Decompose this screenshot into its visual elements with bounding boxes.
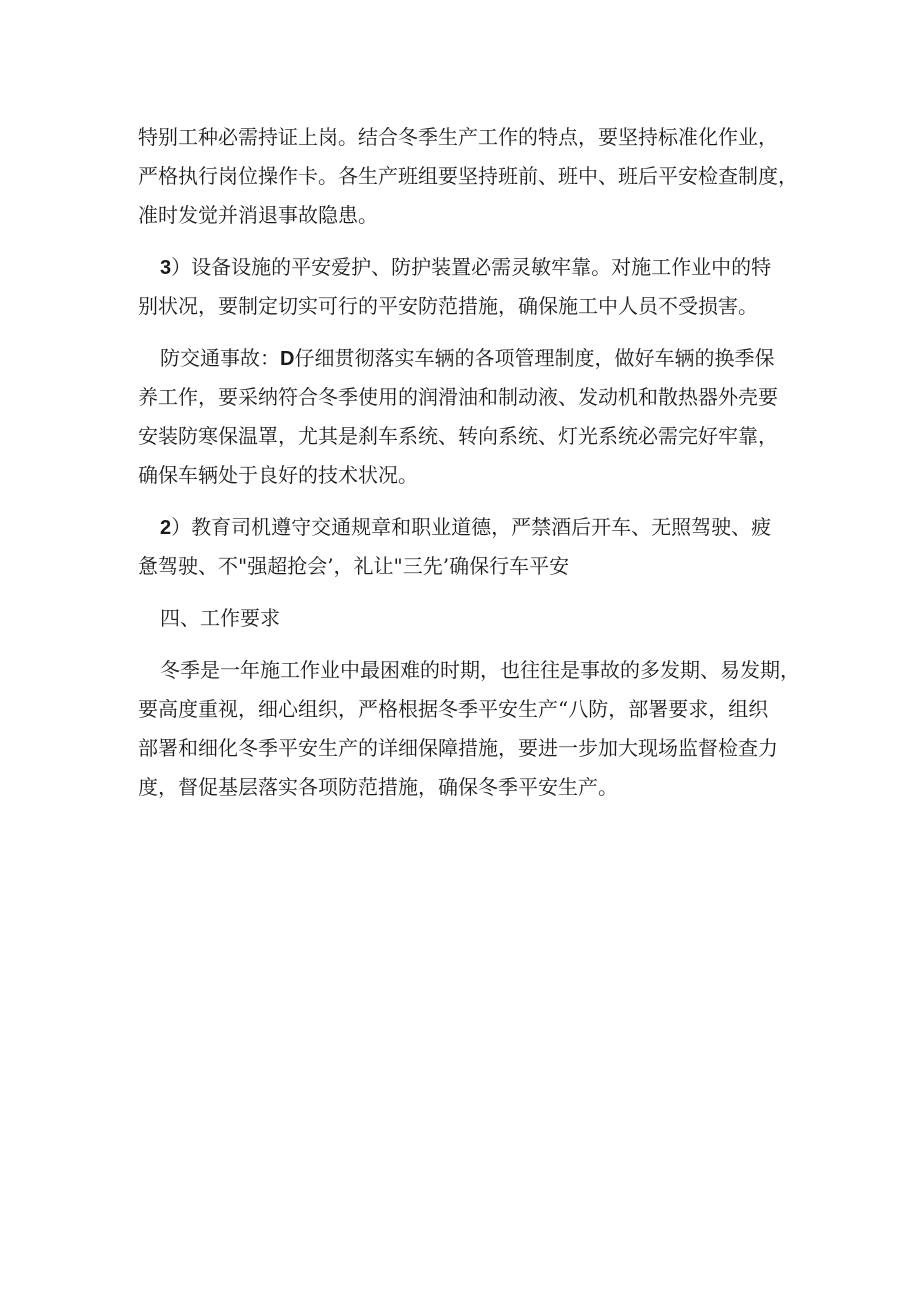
paragraph-certification (138, 118, 808, 235)
text-line: 特别工种必需持证上岗。结合冬季生产工作的特点，要坚持标准化作业， (138, 125, 778, 149)
list-number: D (280, 348, 295, 370)
paragraph-traffic-accident (138, 339, 808, 495)
text-line: 严格执行岗位操作卡。各生产班组要坚持班前、班中、班后平安检查制度， (138, 164, 798, 188)
text-line: 安装防寒保温罩，尤其是刹车系统、转向系统、灯光系统必需完好牢靠， (138, 424, 778, 448)
text-line: 确保车辆处于良好的技术状况。 (138, 463, 418, 487)
text-line: 别状况，要制定切实可行的平安防范措施，确保施工中人员不受损害。 (138, 294, 758, 318)
text-line: 冬季是一年施工作业中最困难的时期，也往往是事故的多发期、易发期， (160, 658, 800, 682)
list-number: 2 (160, 517, 172, 539)
text-line: 养工作，要采纳符合冬季使用的润滑油和制动液、发动机和散热器外壳要 (138, 385, 778, 409)
list-number: 3 (160, 257, 172, 279)
paragraph-work-requirements (138, 651, 808, 807)
paragraph-driver-education (138, 508, 808, 586)
paragraph-equipment-safety (138, 248, 808, 326)
text-line: 要高度重视，细心组织，严格根据冬季平安生产“八防，部署要求，组织 (138, 697, 769, 721)
text-segment: ）教育司机遵守交通规章和职业道德，严禁酒后开车、无照驾驶、疲 (171, 515, 772, 539)
section-heading (138, 599, 808, 638)
section-lead: 防交通事故： (160, 346, 280, 370)
text-line: 准时发觉并消退事故隐患。 (138, 203, 378, 227)
text-line (138, 339, 808, 378)
text-line: 部署和细化冬季平安生产的详细保障措施，要进一步加大现场监督检查力 (138, 736, 778, 760)
text-segment: 仔细贯彻落实车辆的各项管理制度，做好车辆的换季保 (294, 346, 775, 370)
text-line: 度，督促基层落实各项防范措施，确保冬季平安生产。 (138, 775, 618, 799)
heading-text: 四、工作要求 (160, 606, 280, 630)
text-segment: ）设备设施的平安爱护、防护装置必需灵敏牢靠。对施工作业中的特 (171, 255, 772, 279)
document-body (138, 118, 808, 820)
text-line: 惫驾驶、不"强超抢会’，礼让"三先’确保行车平安 (138, 554, 570, 578)
text-line (138, 508, 808, 547)
text-line (138, 248, 808, 287)
